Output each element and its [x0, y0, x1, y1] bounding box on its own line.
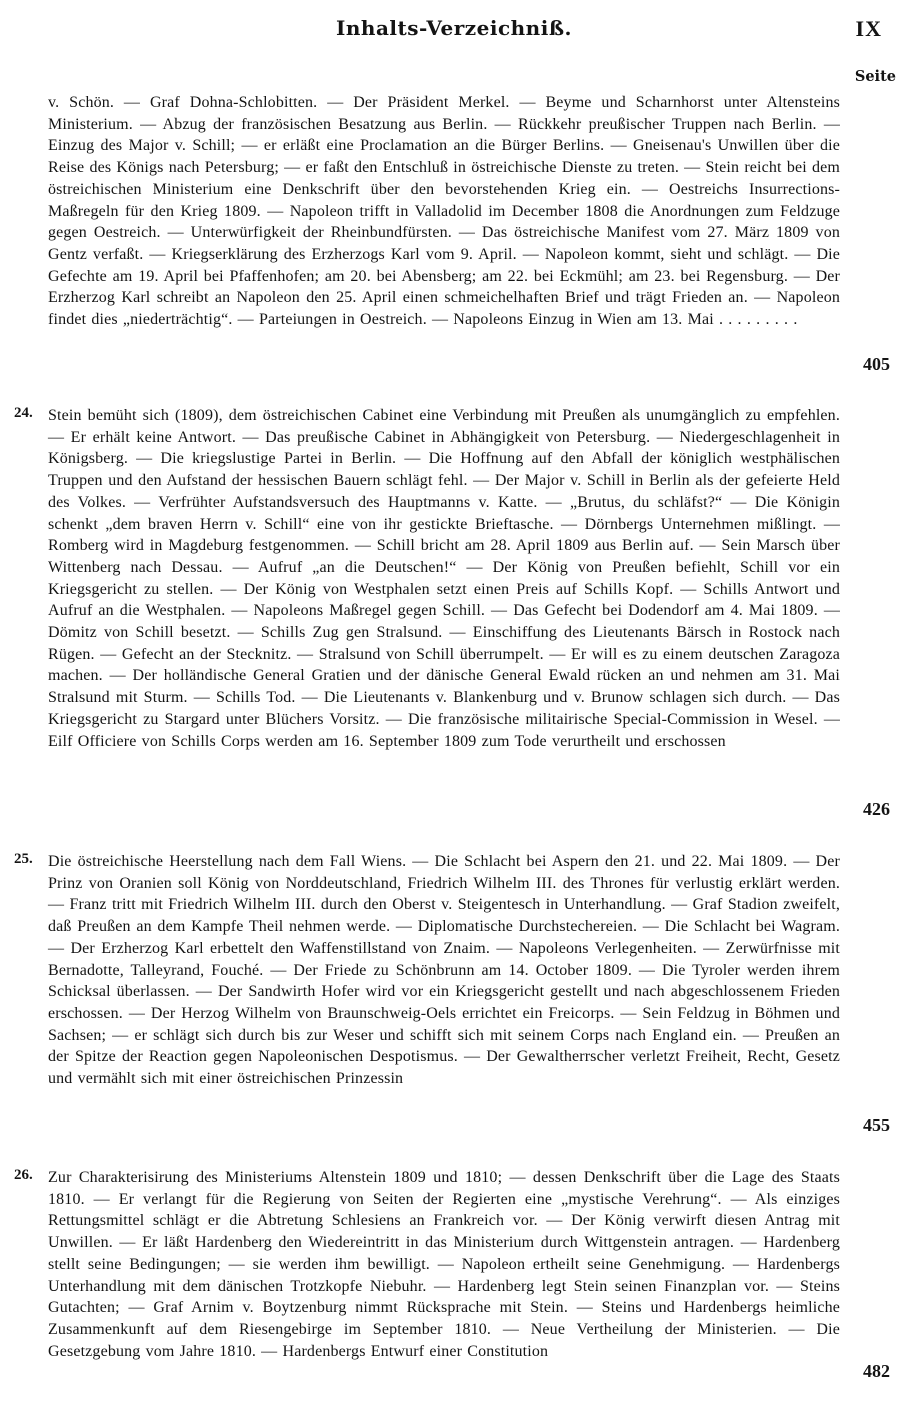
entry-text: v. Schön. — Graf Dohna-Schlobitten. — Der Präsident Merkel. — Beyme und Scharnhorst unter Altensteins Ministerium. — Abzug der französischen Besatzung aus Berlin. — Rückkehr preußischer Truppen nach Berlin. — Einzug des Major v. Schill; — er erläßt eine Proclamation an die Bürger Berlins. — Gneisenau's Unwillen über die Reise des Königs nach Petersburg; — er faßt den Entschluß in östreichische Dienste zu treten. — Stein reicht bei dem östreichischen Ministerium eine Denkschrift über den bevorstehenden Krieg ein. — Oestreichs Insurrections-Maßregeln für den Krieg 1809. — Napoleon trifft in Valladolid im December 1808 die Anordnungen zum Feldzuge gegen Oestreich. — Unterwürfigkeit der Rheinbundfürsten. — Das östreichische Manifest vom 27. März 1809 von Gentz verfaßt. — Kriegserklärung des Erzherzogs Karl vom 9. April. — Napoleon kommt, sieht und schlägt. — Die Gefechte am 19. April bei Pfaffenhofen; am 20. bei Abensberg; am 22. bei Eckmühl; am 23. bei Regensburg. — Der Erzherzog Karl schreibt an Napoleon den 25. April einen schmeichelhaften Brief und trägt Frieden an. — Napoleon findet dies „niederträchtig“. — Parteiungen in Oestreich. — Napoleons Einzug in Wien am 13. Mai . . . . . . . . . — [48, 94, 840, 329]
entry-number: 26. — [14, 1167, 33, 1183]
page-title: Inhalts-Verzeichniß. — [336, 16, 572, 40]
entry-page-ref: 405 — [863, 354, 890, 374]
running-head — [0, 10, 908, 44]
entry-page-ref: 426 — [863, 799, 890, 819]
entry-page-ref: 455 — [863, 1115, 890, 1135]
page-column-label: Seite — [854, 68, 896, 85]
entry-text: Zur Charakterisirung des Ministeriums Altenstein 1809 und 1810; — dessen Denkschrift über die Lage des Staats 1810. — Er verlangt für die Regierung von Seiten der Regierten eine „mystische Verehrung“. — Als einziges Rettungsmittel schlägt er die Abtretung Schlesiens an Frankreich vor. — Der König verwirft diesen Antrag mit Unwillen. — Er läßt Hardenberg den Wiedereintritt in das Ministerium durch Wittgenstein antragen. — Hardenberg stellt seine Bedingungen; — sie werden ihm bewilligt. — Napoleon ertheilt seine Genehmigung. — Hardenbergs Unterhandlung mit dem dänischen Trotzkopfe Niebuhr. — Hardenberg legt Stein seinen Finanzplan vor. — Steins Gutachten; — Graf Arnim v. Boytzenburg nimmt Rücksprache mit Stein. — Steins und Hardenbergs heimliche Zusammenkunft auf dem Riesengebirge im September 1810. — Neue Vertheilung der Ministerien. — Die Gesetzgebung vom Jahre 1810. — Hardenbergs Entwurf einer Constitution — [48, 1169, 840, 1360]
entry-text: Die östreichische Heerstellung nach dem Fall Wiens. — Die Schlacht bei Aspern den 21. und 22. Mai 1809. — Der Prinz von Oranien soll König von Norddeutschland, Friedrich Wilhelm III. des Thrones für verlustig erklärt werden. — Franz tritt mit Friedrich Wilhelm III. durch den Oberst v. Steigentesch in Unterhandlung. — Graf Stadion zweifelt, daß Preußen an dem Kampfe Theil nehmen werde. — Diplomatische Durchstechereien. — Die Schlacht bei Wagram. — Der Erzherzog Karl erbettelt den Waffenstillstand von Znaim. — Napoleons Verlegenheiten. — Zerwürfnisse mit Bernadotte, Talleyrand, Fouché. — Der Friede zu Schönbrunn am 14. October 1809. — Die Tyroler werden ihrem Schicksal überlassen. — Der Sandwirth Hofer wird vor ein Kriegsgericht gestellt und nach abgeschlossenem Frieden erschossen. — Der Herzog Wilhelm von Braunschweig-Oels errichtet ein Freicorps. — Sein Feldzug in Böhmen und Sachsen; — er schlägt sich durch bis zur Weser und schifft sich mit seinem Corps nach England ein. — Preußen an der Spitze der Reaction gegen Napoleonischen Despotismus. — Der Gewaltherrscher verletzt Freiheit, Recht, Gesetz und vermählt sich mit einer östreichischen Prinzessin — [48, 853, 840, 1088]
entry-number: 25. — [14, 851, 33, 867]
entry-number: 24. — [14, 405, 33, 421]
entry-text: Stein bemüht sich (1809), dem östreichischen Cabinet eine Verbindung mit Preußen als unumgänglich zu empfehlen. — Er erhält keine Antwort. — Das preußische Cabinet in Abhängigkeit von Petersburg. — Niedergeschlagenheit in Königsberg. — Die kriegslustige Partei in Berlin. — Die Hoffnung auf den Abfall der königlich westphälischen Truppen und den Aufstand der hessischen Bauern schlägt fehl. — Der Major v. Schill in Berlin als der gefeierte Held des Volkes. — Verfrühter Aufstandsversuch des Hauptmanns v. Katte. — „Brutus, du schläfst?“ — Die Königin schenkt „dem braven Herrn v. Schill“ eine von ihr gestickte Brieftasche. — Dörnbergs Unternehmen mißlingt. — Romberg wird in Magdeburg festgenommen. — Schill bricht am 28. April 1809 aus Berlin auf. — Sein Marsch über Wittenberg nach Dessau. — Aufruf „an die Deutschen!“ — Der König von Preußen befiehlt, Schill vor ein Kriegsgericht zu stellen. — Der König von Westphalen setzt einen Preis auf Schills Kopf. — Schills Antwort und Aufruf an die Westphalen. — Napoleons Maßregel gegen Schill. — Das Gefecht bei Dodendorf am 4. Mai 1809. — Dömitz von Schill besetzt. — Schills Zug gen Stralsund. — Einschiffung des Lieutenants Bärsch in Rostock nach Rügen. — Gefecht an der Stecknitz. — Stralsund von Schill überrumpelt. — Er will es zu einem deutschen Zaragoza machen. — Der holländische General Gratien und der dänische General Ewald rücken an und nehmen am 31. Mai Stralsund mit Sturm. — Schills Tod. — Die Lieutenants v. Blankenburg und v. Brunow schlagen sich durch. — Das Kriegsgericht zu Stargard unter Blüchers Vorsitz. — Die französische militairische Special-Commission in Wesel. — Eilf Officiere von Schills Corps werden am 16. September 1809 zum Tode verurtheilt und erschossen — [48, 407, 840, 750]
entry-page-ref: 482 — [863, 1361, 890, 1381]
page-number: IX — [855, 16, 882, 41]
